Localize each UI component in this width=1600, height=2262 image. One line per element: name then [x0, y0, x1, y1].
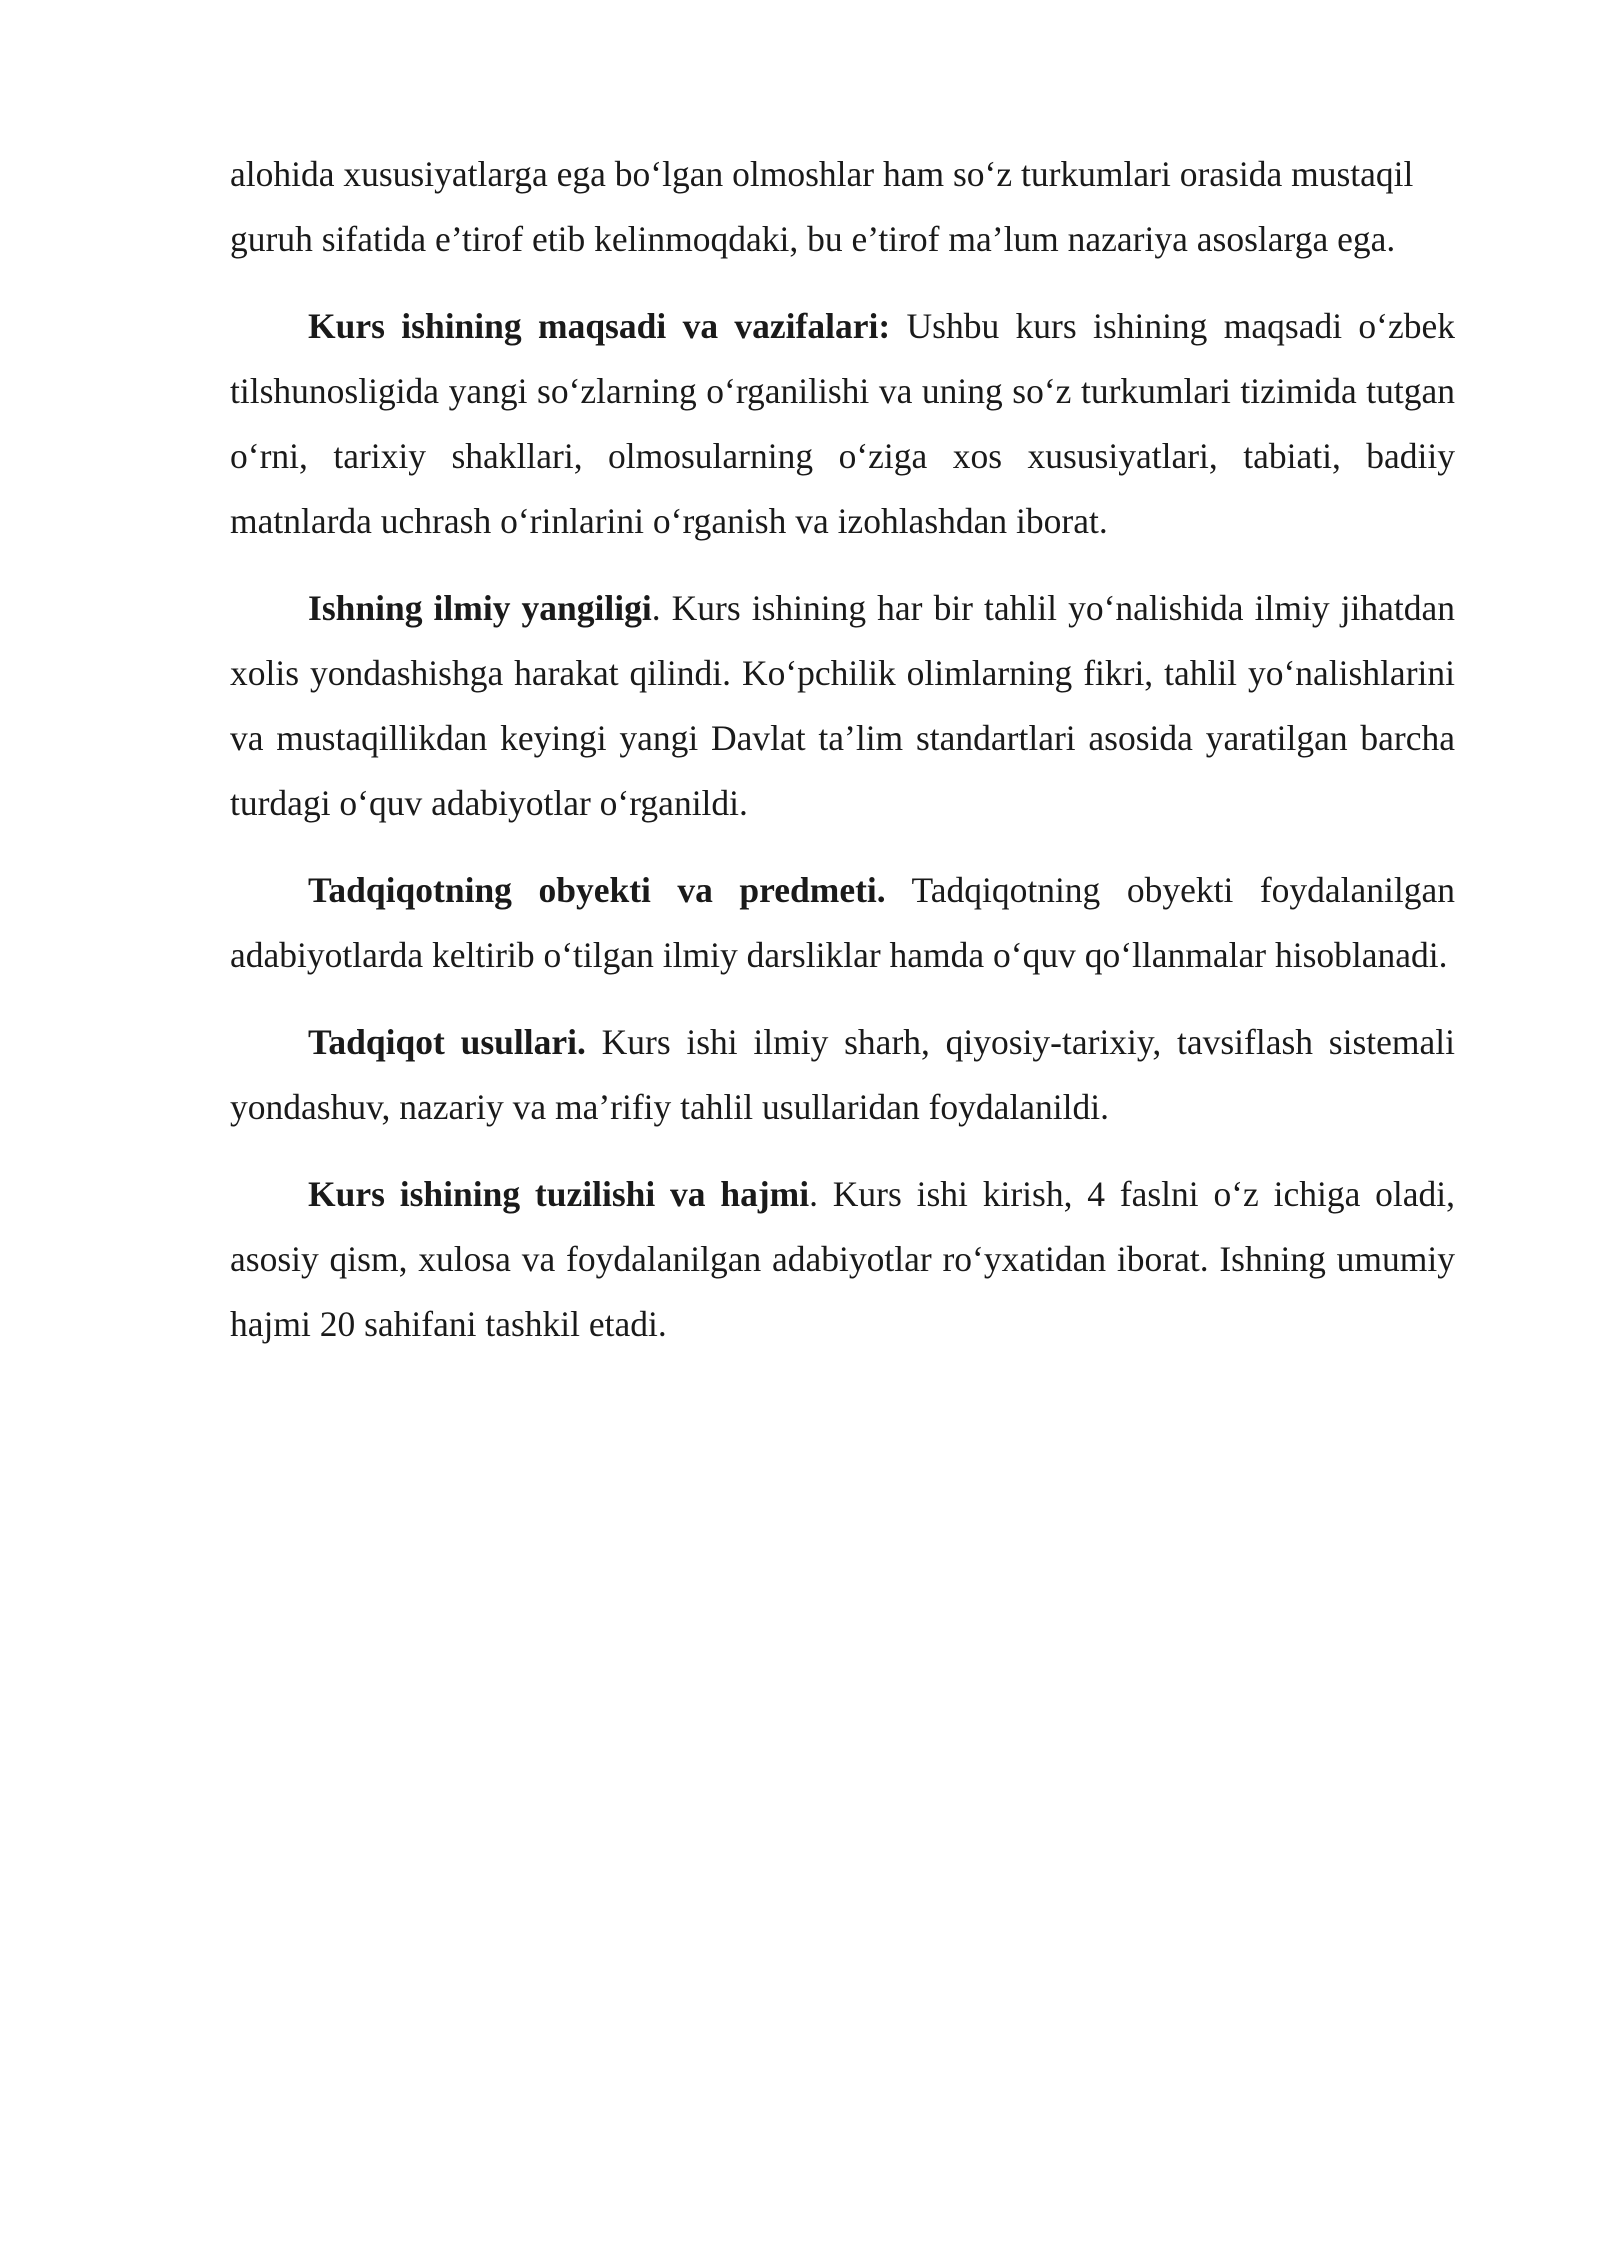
- paragraph-scientific-novelty: [230, 576, 1455, 836]
- document-body: [230, 142, 1455, 1379]
- paragraph-heading: Tadqiqot usullari.: [308, 1022, 586, 1062]
- paragraph-heading: Ishning ilmiy yangiligi: [308, 588, 652, 628]
- paragraph-research-methods: [230, 1010, 1455, 1140]
- paragraph-object-and-subject: [230, 858, 1455, 988]
- paragraph-heading: Kurs ishining tuzilishi va hajmi: [308, 1174, 810, 1214]
- paragraph-text: . Kurs ishi kirish, 4 faslni o‘z ichiga oladi, asosiy qism, xulosa va foydalanilgan adabiyotlar ro‘yxatidan iborat. Ishning umumiy hajmi 20 sahifani tashkil etadi.: [230, 1174, 1455, 1344]
- paragraph-text: . Kurs ishining har bir tahlil yo‘nalishida ilmiy jihatdan xolis yondashishga harakat qilindi. Ko‘pchilik olimlarning fikri, tahlil yo‘nalishlarini va mustaqillikdan keyingi yangi Davlat ta’lim standartlari asosida yaratilgan barcha turdagi o‘quv adabiyotlar o‘rganildi.: [230, 588, 1455, 823]
- paragraph-heading: Tadqiqotning obyekti va predmeti.: [308, 870, 886, 910]
- paragraph-text: Tadqiqotning obyekti foydalanilgan adabiyotlarda keltirib o‘tilgan ilmiy darsliklar hamda o‘quv qo‘llanmalar hisoblanadi.: [230, 870, 1455, 975]
- paragraph-structure-and-volume: [230, 1162, 1455, 1357]
- paragraph-text: Kurs ishi ilmiy sharh, qiyosiy-tarixiy, tavsiflash sistemali yondashuv, nazariy va ma’rifiy tahlil usullaridan foydalanildi.: [230, 1022, 1455, 1127]
- paragraph-intro-continuation: [230, 142, 1495, 272]
- paragraph-text: alohida xususiyatlarga ega bo‘lgan olmoshlar ham so‘z turkumlari orasida mustaqil guruh sifatida e’tirof etib kelinmoqdaki, bu e’tirof ma’lum nazariya asoslarga ega.: [230, 154, 1414, 259]
- paragraph-heading: Kurs ishining maqsadi va vazifalari:: [308, 306, 891, 346]
- paragraph-text: Ushbu kurs ishining maqsadi o‘zbek tilshunosligida yangi so‘zlarning o‘rganilishi va uning so‘z turkumlari tizimida tutgan o‘rni, tarixiy shakllari, olmosularning o‘ziga xos xususiyatlari, tabiati, badiiy matnlarda uchrash o‘rinlarini o‘rganish va izohlashdan iborat.: [230, 306, 1456, 541]
- paragraph-aim-and-tasks: [230, 294, 1455, 554]
